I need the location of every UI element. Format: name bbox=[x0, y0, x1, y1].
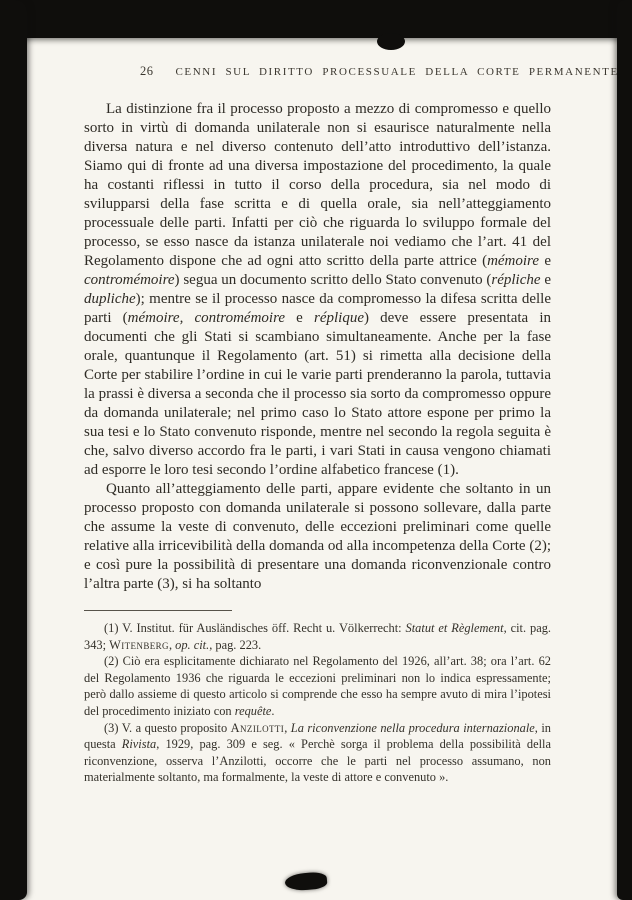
paragraph-1: La distinzione fra il processo proposto a mezzo di compromesso e quello sorto in virtù di domanda unilaterale non si esaurisce naturalmente nella diversa natura e nel diverso contenuto dell’atto introduttivo dell’istanza. Siamo qui di fronte ad una diversa impostazione del procedimento, la quale ha costanti riflessi in tutto il corso della procedura, sia nel modo di svilupparsi della fase scritta e di quella orale, sia nell’atteggiamento processuale delle parti. Infatti per ciò che riguarda lo sviluppo formale del processo, se esso nasce da istanza unilaterale noi vediamo che l’art. 41 del Regolamento dispone che ad ogni atto scritto della parte attrice (mémoire e contromémoire) segua un documento scritto dello Stato convenuto (répliche e dupliche); mentre se il processo nasce da compromesso la difesa scritta delle parti (mémoire, contromémoire e réplique) deve essere presentata in documenti che gli Stati si scambiano simultaneamente. Anche per la fase orale, quantunque il Regolamento (art. 51) si rimetta alla decisione della Corte per stabilire l’ordine in cui le varie parti prenderanno la parola, tuttavia la prassi è diversa a seconda che il processo sia sorto da compromesso oppure da domanda unilaterale; nel primo caso lo Stato attore espone per primo la sua tesi e lo Stato convenuto risponde, mentre nel secondo la regola seguita è che, salvo diverso accordo fra le parti, i vari Stati in causa vengono chiamati ad esporre le loro tesi secondo l’ordine alfabetico francese (1). bbox=[84, 101, 552, 478]
footnotes bbox=[84, 620, 551, 786]
footnote-separator bbox=[84, 610, 232, 611]
paragraph-2: Quanto all’atteggiamento delle parti, appare evidente che soltanto in un processo proposto con domanda unilaterale si possono sollevare, dalla parte che assume la veste di convenuto, delle eccezioni preliminari come quelle relative alla irricevibilità della domanda od alla incompetenza della Corte (2); e così pure la possibilità di presentare una domanda riconvenzionale contro l’altra parte (3), si ha soltanto bbox=[84, 481, 551, 592]
body-text bbox=[84, 100, 551, 594]
running-title: CENNI SUL DIRITTO PROCESSUALE DELLA CORTE PERMANENTE bbox=[175, 66, 619, 78]
footnote-1: (1) V. Institut. für Ausländisches öff. Recht u. Völkerrecht: Statut et Règlement, cit. pag. 343; Witenberg, op. cit., pag. 223. bbox=[84, 621, 551, 652]
footnote-3: (3) V. a questo proposito Anzilotti, La riconvenzione nella procedura internazionale, in questa Rivista, 1929, pag. 309 e seg. « Perchè sorga il problema della possibilità della riconvenzione, osserva l’Anzilotti, occorre che le parti nel processo assumano, non materialmente soltanto, ma formalmente, la veste di attore e convenuto ». bbox=[84, 720, 551, 785]
running-head bbox=[84, 64, 619, 79]
footnote-2: (2) Ciò era esplicitamente dichiarato nel Regolamento del 1926, all’art. 38; ora l’art. 62 del Regolamento 1936 che riguarda le eccezioni preliminari non lo indica espressamente; però dallo assieme di questo articolo si comprende che esso ha sempre avuto di mira l’ipotesi del procedimento iniziato con requête. bbox=[84, 654, 551, 718]
page-number: 26 bbox=[140, 64, 154, 78]
